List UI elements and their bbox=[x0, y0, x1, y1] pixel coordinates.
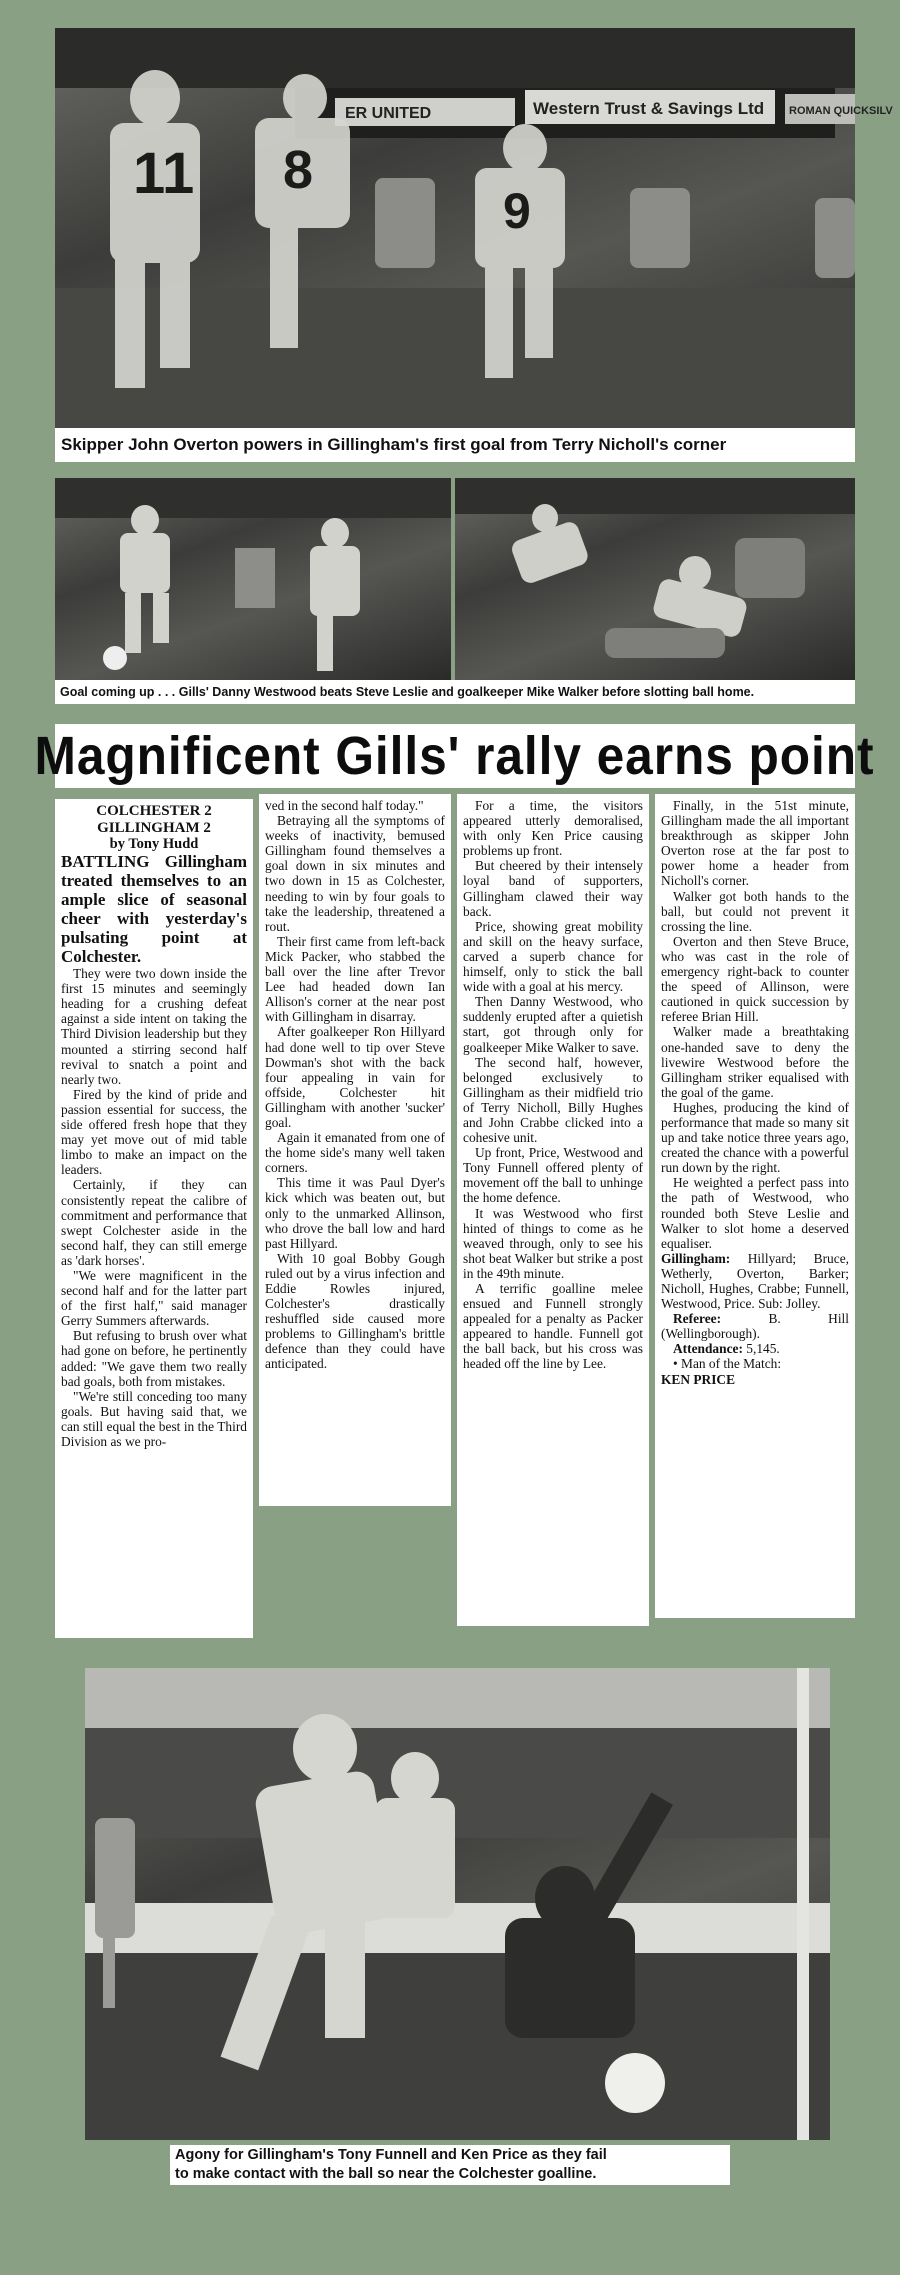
top-photo-scene bbox=[55, 28, 893, 428]
bottom-caption-line-1: Agony for Gillingham's Tony Funnell and Ken Price as they fail bbox=[175, 2147, 607, 2163]
paragraph: Price, showing great mobility and skill on the heavy surface, carved a superb chance for himself, only to stick the ball wide with a goal at his mercy. bbox=[463, 918, 643, 995]
paragraph: A terrific goalline melee ensued and Funnell strongly appealed for a penalty as Packer appeared to handle. Funnell got the ball back, but his cross was headed off the line by Lee. bbox=[463, 1281, 643, 1372]
lineup-label: Gillingham: bbox=[661, 1250, 731, 1266]
headline bbox=[35, 724, 875, 788]
bottom-photo-caption bbox=[170, 2145, 730, 2185]
middle-photo-caption bbox=[55, 680, 855, 704]
paragraph: Their first came from left-back Mick Packer, who stabbed the ball over the line after Trevor Lee had headed down Ian Allison's corner at the near post with Gillingham in disarray. bbox=[265, 933, 445, 1025]
bottom-caption-line-2: to make contact with the ball so near the Colchester goalline. bbox=[175, 2166, 597, 2182]
paragraph: Betraying all the symptoms of weeks of inactivity, bemused Gillingham found themselves a goal down in six minutes and two down in 15 as Colchester, needing to win by four goals to take the leadership, threatened a rout. bbox=[265, 813, 445, 934]
paragraph: Again it emanated from one of the home side's many well taken corners. bbox=[265, 1130, 445, 1176]
paragraph: After goalkeeper Ron Hillyard had done well to tip over Steve Dowman's shot with the back four appealing in vain for offside, Colchester hit Gillingham with another 'sucker' goal. bbox=[265, 1024, 445, 1130]
paragraph: For a time, the visitors appeared utterly demoralised, with only Ken Price causing problems up front. bbox=[463, 798, 643, 859]
top-photo-caption-text: Skipper John Overton powers in Gillingham's first goal from Terry Nicholl's corner bbox=[61, 435, 727, 454]
board-1-text: ER UNITED bbox=[345, 105, 432, 122]
paragraph: This time it was Paul Dyer's kick which was beaten out, but only to the unmarked Allinson, who drove the ball low and hard past Hillyard. bbox=[265, 1175, 445, 1251]
attendance-label: Attendance: bbox=[673, 1341, 743, 1357]
paragraph: Finally, in the 51st minute, Gillingham made the all important breakthrough as skipper John Overton rose at the far post to power home a header from Nicholl's corner. bbox=[661, 798, 849, 889]
motm-name: KEN PRICE bbox=[661, 1371, 736, 1387]
paragraph: With 10 goal Bobby Gough ruled out by a virus infection and Eddie Rowles injured, Colchester's drastically reshuffled side caused more problems to Gillingham's brittle defence than they could have anticipated. bbox=[265, 1250, 445, 1372]
lineup-text: Hillyard; Bruce, Wetherly, Overton, Barker; Nicholl, Hughes, Crabbe; Funnell, Westwood, Price. Sub: Jolley. bbox=[661, 1250, 849, 1312]
paragraph: Overton and then Steve Bruce, who was cast in the role of emergency right-back to counter the speed of Allinson, were cautioned in quick succession by referee Brian Hill. bbox=[661, 933, 849, 1025]
paragraph: Hughes, producing the kind of performance that made so many sit up and take notice three years ago, created the chance with a powerful run down by the right. bbox=[661, 1099, 849, 1176]
board-2-text: Western Trust & Savings Ltd bbox=[533, 99, 765, 118]
board-3-text: ROMAN QUICKSILV bbox=[789, 105, 893, 117]
motm-label: • Man of the Match: bbox=[673, 1356, 782, 1372]
article-column-2 bbox=[259, 794, 451, 1506]
middle-photo-caption-text: Goal coming up . . . Gills' Danny Westwood beats Steve Leslie and goalkeeper Mike Walker before slotting ball home. bbox=[60, 685, 755, 699]
paragraph: They were two down inside the first 15 minutes and seemingly heading for a crushing defeat against a side intent on taking the Third Division leadership but they mounted a stirring second half revival to snatch a point and nearly two. bbox=[61, 966, 247, 1087]
lineup bbox=[661, 1251, 849, 1311]
paragraph: But refusing to brush over what had gone on before, he pertinently added: "We gave them two really bad goals, both from mistakes. bbox=[61, 1328, 247, 1389]
match-report-article bbox=[35, 724, 875, 1638]
score-line-colchester: COLCHESTER 2 bbox=[96, 803, 212, 819]
paragraph: "We were magnificent in the second half and for the latter part of the first half," said manager Gerry Summers afterwards. bbox=[61, 1267, 247, 1329]
shirt-number-8: 8 bbox=[283, 140, 314, 200]
bottom-match-photo bbox=[85, 1668, 830, 2140]
paragraph: Walker got both hands to the ball, but could not prevent it crossing the line. bbox=[661, 888, 849, 934]
article-column-3 bbox=[457, 794, 649, 1626]
bottom-photo-scene bbox=[85, 1668, 830, 2140]
referee-text: B. Hill (Wellingborough). bbox=[661, 1311, 849, 1342]
middle-right-scene bbox=[455, 478, 855, 680]
paragraph: It was Westwood who first hinted of things to come as he weaved through, only to see his shot beat Walker but strike a post in the 49th minute. bbox=[463, 1205, 643, 1281]
middle-left-scene bbox=[55, 478, 451, 680]
attendance-text: 5,145. bbox=[746, 1341, 780, 1357]
paragraph: ved in the second half today." bbox=[265, 798, 424, 813]
referee bbox=[661, 1311, 849, 1341]
article-column-4 bbox=[655, 794, 855, 1618]
paragraph: Up front, Price, Westwood and Tony Funnell offered plenty of movement off the ball to unhinge the home defence. bbox=[463, 1145, 643, 1206]
byline: by Tony Hudd bbox=[109, 836, 199, 852]
attendance bbox=[661, 1341, 849, 1356]
man-of-the-match bbox=[661, 1356, 849, 1386]
middle-photo-left bbox=[55, 478, 451, 680]
paragraph: Fired by the kind of pride and passion essential for success, the side offered fresh hope that they may yet move out of mid table limbo to make an impact on the leaders. bbox=[61, 1086, 247, 1178]
article-column-1 bbox=[55, 799, 253, 1638]
top-match-photo bbox=[55, 28, 893, 428]
middle-photo-right bbox=[455, 478, 855, 680]
shirt-number-11: 11 bbox=[133, 141, 195, 206]
paragraph: "We're still conceding too many goals. But having said that, we can still equal the best in the Third Division as we pro- bbox=[61, 1388, 247, 1449]
paragraph: He weighted a perfect pass into the path of Westwood, who rounded both Steve Leslie and Walker to slot home a deserved equaliser. bbox=[661, 1175, 849, 1251]
headline-text: Magnificent Gills' rally earns point bbox=[35, 726, 875, 786]
paragraph: The second half, however, belonged exclusively to Gillingham as their midfield trio of Terry Nicholl, Billy Hughes and John Crabbe clicked into a cohesive unit. bbox=[463, 1054, 643, 1146]
referee-label: Referee: bbox=[673, 1311, 722, 1327]
paragraph: But cheered by their intensely loyal band of supporters, Gillingham clawed their way back. bbox=[463, 858, 643, 919]
paragraph: Walker made a breathtaking one-handed save to deny the livewire Westwood before the Gillingham striker equalised with the goal of the game. bbox=[661, 1024, 849, 1100]
paragraph: Certainly, if they can consistently repeat the calibre of commitment and performance that swept Colchester aside in the second half, they can still emerge as 'dark horses'. bbox=[61, 1177, 247, 1268]
paragraph: Then Danny Westwood, who suddenly erupted after a quietish start, got through only for goalkeeper Mike Walker to save. bbox=[463, 994, 643, 1055]
shirt-number-9: 9 bbox=[503, 183, 531, 239]
paragraph: BATTLING Gillingham treated themselves to an ample slice of seasonal cheer with yesterday's pulsating point at Colchester. bbox=[61, 852, 247, 967]
score-line-gillingham: GILLINGHAM 2 bbox=[97, 820, 211, 836]
top-photo-caption bbox=[55, 428, 855, 462]
